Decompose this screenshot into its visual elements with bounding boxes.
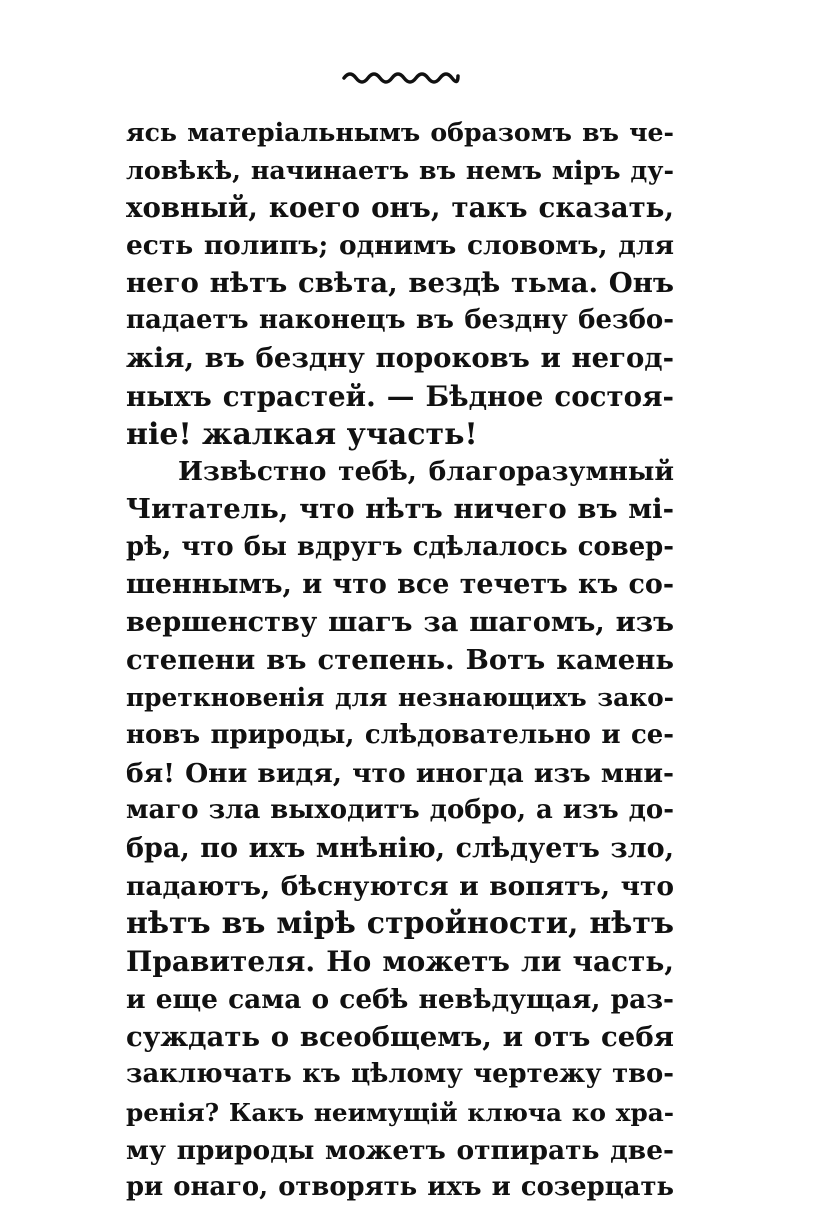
text-line: ри онаго, отворять ихъ и созерцать	[126, 1172, 674, 1203]
text-line: нѣтъ въ мірѣ стройности, нѣтъ	[126, 906, 674, 942]
text-line: ренія? Какъ неимущій ключа ко хра-	[126, 1097, 674, 1127]
text-line: бра, по ихъ мнѣнію, слѣдуетъ зло,	[126, 833, 674, 865]
text-line: рѣ, что бы вдругъ сдѣлалось совер-	[126, 531, 674, 562]
wave-ornament-icon	[342, 68, 460, 86]
text-line: заключать къ цѣлому чертежу тво-	[126, 1059, 674, 1090]
text-line: вершенству шагъ за шагомъ, изъ	[126, 605, 674, 638]
text-line: ловѣкѣ, начинаетъ въ немъ міръ ду-	[126, 154, 674, 185]
text-line: ніе! жалкая участь!	[126, 416, 478, 452]
text-line: жія, въ бездну пороковъ и негод-	[126, 342, 674, 375]
paragraph-start-line: Извѣстно тебѣ, благоразумный	[178, 456, 674, 488]
text-line: степени въ степень. Вотъ камень	[126, 643, 674, 676]
text-line: Читатель, что нѣтъ ничего въ мі-	[126, 492, 674, 525]
text-line: ховный, коего онъ, такъ сказать,	[126, 191, 674, 225]
text-line: ясь матеріальнымъ образомъ въ че-	[126, 117, 674, 147]
text-line: му природы можетъ отпирать две-	[126, 1134, 674, 1166]
text-line: новъ природы, слѣдовательно и се-	[126, 720, 674, 750]
text-line: маго зла выходитъ добро, а изъ до-	[126, 795, 674, 826]
text-line: бя! Они видя, что иногда изъ мни-	[126, 757, 674, 789]
text-line: суждать о всеобщемъ, и отъ себя	[126, 1020, 674, 1053]
text-line: есть полипъ; однимъ словомъ, для	[126, 230, 674, 262]
page-text	[126, 114, 674, 1207]
text-line: падаютъ, бѣснуются и вопятъ, что	[126, 870, 674, 902]
text-line: падаетъ наконецъ въ бездну безбо-	[126, 305, 674, 336]
text-line: и еще сама о себѣ невѣдущая, раз-	[126, 983, 674, 1015]
text-line: преткновенія для незнающихъ зако-	[126, 683, 674, 713]
text-line: шеннымъ, и что все течетъ къ со-	[126, 569, 674, 601]
text-line: него нѣтъ свѣта, вездѣ тьма. Онъ	[126, 266, 674, 299]
text-line: ныхъ страстей. — Бѣдное состоя-	[126, 379, 674, 413]
text-line: Правителя. Но можетъ ли часть,	[126, 945, 674, 979]
